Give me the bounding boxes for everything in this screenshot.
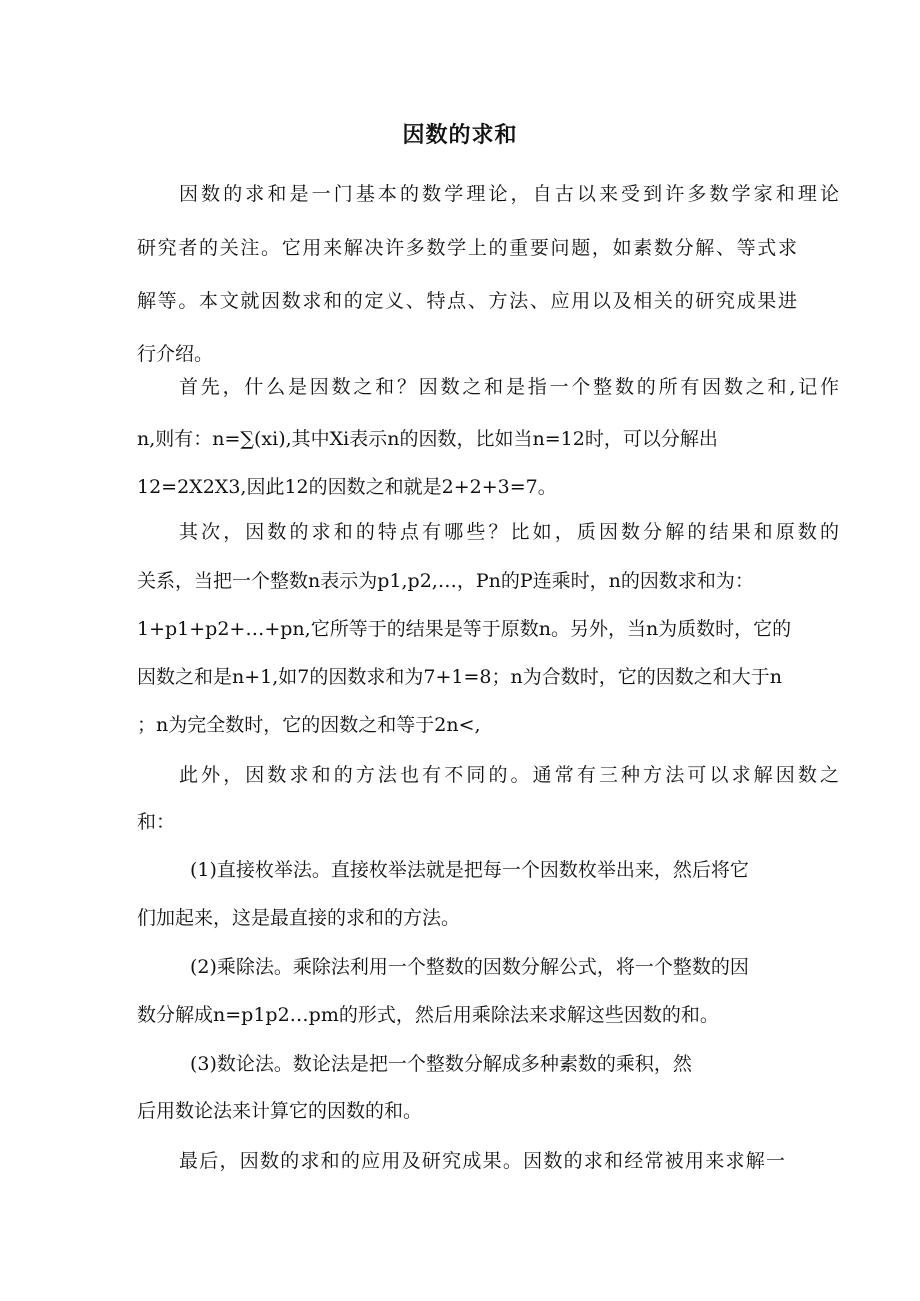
method-1-line-2: 们加起来，这是最直接的求和的方法。	[137, 907, 461, 929]
paragraph-4-line-1: 此外，因数求和的方法也有不同的。通常有三种方法可以求解因数之	[179, 764, 839, 786]
paragraph-2-line-1: 首先，什么是因数之和？因数之和是指一个整数的所有因数之和,记作	[179, 376, 839, 398]
paragraph-3-line-3: 1+p1+p2+…+pn,它所等于的结果是等于原数n。另外，当n为质数时，它的	[137, 618, 792, 640]
method-2-line-2: 数分解成n=p1p2…pm的形式，然后用乘除法来求解这些因数的和。	[137, 1004, 719, 1026]
paragraph-3-line-1: 其次，因数的求和的特点有哪些？比如，质因数分解的结果和原数的	[179, 521, 839, 543]
paragraph-1-line-3: 解等。本文就因数求和的定义、特点、方法、应用以及相关的研究成果进	[137, 290, 797, 312]
method-3-line-1: (3)数论法。数论法是把一个整数分解成多种素数的乘积，然	[190, 1053, 692, 1075]
paragraph-5-line-1: 最后，因数的求和的应用及研究成果。因数的求和经常被用来求解一	[179, 1150, 785, 1172]
paragraph-2-line-2: n,则有：n=∑(xi),其中Xi表示n的因数，比如当n=12时，可以分解出	[137, 428, 718, 450]
paragraph-1-line-4: 行介绍。	[137, 343, 214, 365]
paragraph-3-line-5: ；n为完全数时，它的因数之和等于2n<,	[137, 714, 481, 736]
method-1-line-1: (1)直接枚举法。直接枚举法就是把每一个因数枚举出来，然后将它	[190, 859, 749, 881]
method-3-line-2: 后用数论法来计算它的因数的和。	[137, 1100, 423, 1122]
paragraph-2-line-3: 12=2X2X3,因此12的因数之和就是2+2+3=7。	[137, 476, 557, 498]
paragraph-1-line-2: 研究者的关注。它用来解决许多数学上的重要问题，如素数分解、等式求	[137, 237, 797, 259]
paragraph-4-line-2: 和：	[137, 811, 176, 833]
paragraph-3-line-2: 关系，当把一个整数n表示为p1,p2,…，Pn的P连乘时，n的因数求和为：	[137, 570, 754, 592]
method-2-line-1: (2)乘除法。乘除法利用一个整数的因数分解公式，将一个整数的因	[190, 956, 749, 978]
document-title: 因数的求和	[402, 123, 518, 148]
paragraph-3-line-4: 因数之和是n+1,如7的因数求和为7+1=8；n为合数时，它的因数之和大于n	[137, 666, 782, 688]
paragraph-1-line-1: 因数的求和是一门基本的数学理论，自古以来受到许多数学家和理论	[179, 183, 839, 205]
